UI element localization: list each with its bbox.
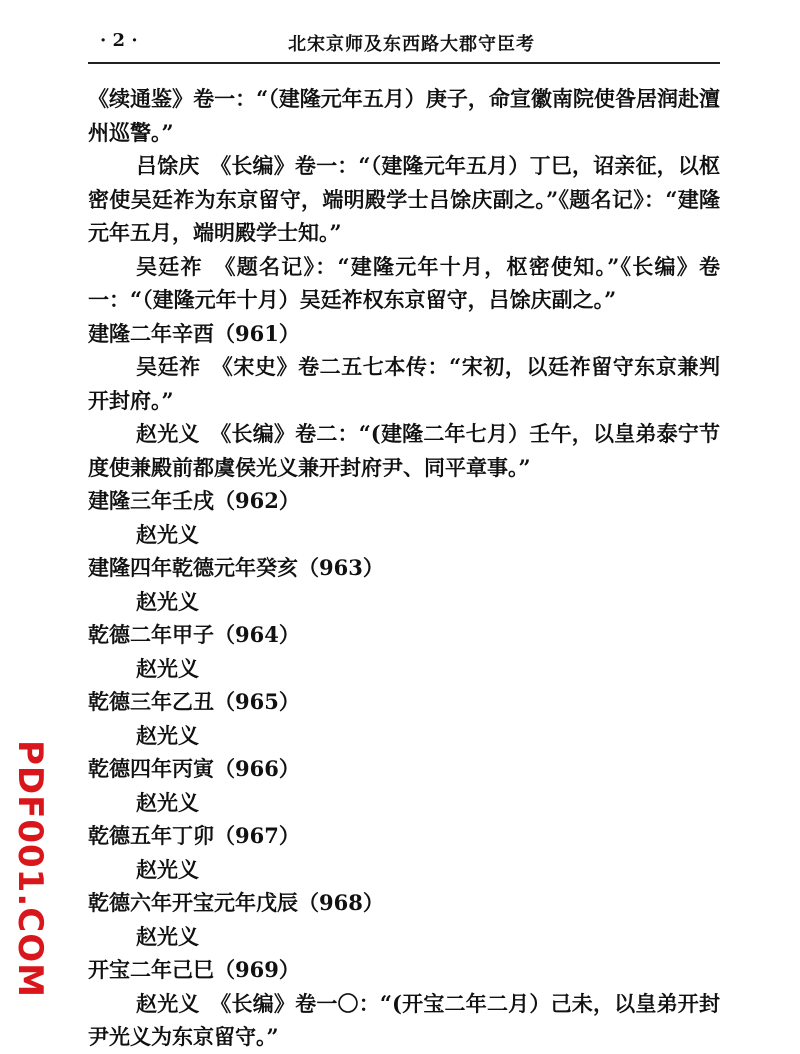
watermark: PDF001.COM bbox=[10, 740, 50, 998]
year-heading-962: 建隆三年壬戌（962） bbox=[88, 488, 300, 513]
official-name: 赵光义 bbox=[136, 722, 199, 748]
year-heading-966: 乾德四年丙寅（966） bbox=[88, 756, 300, 781]
paragraph-2: 吴廷祚 《题名记》：“建隆元年十月，枢密使知。”《长编》卷一：“（建隆元年十月）吴廷祚权东京留守，吕馀庆副之。” bbox=[88, 253, 720, 312]
paragraph-5: 赵光义 《长编》卷二：“(建隆二年七月）壬午，以皇弟泰宁节度使兼殿前都虞侯光义兼开封府尹、同平章事。” bbox=[88, 421, 720, 480]
official-name: 赵光义 bbox=[136, 588, 199, 614]
paragraph-4: 吴廷祚 《宋史》卷二五七本传：“宋初，以廷祚留守东京兼判开封府。” bbox=[88, 354, 720, 413]
official-name: 赵光义 bbox=[136, 789, 199, 815]
year-heading-969: 开宝二年己巳（969） bbox=[88, 957, 300, 982]
year-heading-965: 乾德三年乙丑（965） bbox=[88, 689, 300, 714]
paragraph-21: 赵光义 《长编》卷一〇：“(开宝二年二月）己未，以皇弟开封尹光义为东京留守。” bbox=[88, 990, 720, 1049]
official-name: 赵光义 bbox=[136, 923, 199, 949]
official-name: 赵光义 bbox=[136, 856, 199, 882]
page-header bbox=[88, 26, 718, 62]
header-rule bbox=[88, 62, 720, 64]
year-heading-968: 乾德六年开宝元年戊辰（968） bbox=[88, 890, 384, 915]
paragraph-0: 《续通鉴》卷一：“（建隆元年五月）庚子，命宣徽南院使昝居润赴澶州巡警。” bbox=[88, 86, 720, 145]
year-heading-963: 建隆四年乾德元年癸亥（963） bbox=[88, 555, 384, 580]
paragraph-1: 吕馀庆 《长编》卷一：“（建隆元年五月）丁巳，诏亲征，以枢密使吴廷祚为东京留守，端明殿学士吕馀庆副之。”《题名记》：“建隆元年五月，端明殿学士知。” bbox=[88, 153, 720, 245]
page-number: · 2 · bbox=[100, 30, 138, 51]
year-heading-961: 建隆二年辛酉（961） bbox=[88, 320, 300, 346]
page-body bbox=[88, 82, 720, 1054]
year-heading-964: 乾德二年甲子（964） bbox=[88, 622, 300, 647]
official-name: 赵光义 bbox=[136, 521, 199, 547]
running-title: 北宋京师及东西路大郡守臣考 bbox=[288, 34, 535, 55]
year-heading-967: 乾德五年丁卯（967） bbox=[88, 823, 300, 848]
official-name: 赵光义 bbox=[136, 655, 199, 681]
